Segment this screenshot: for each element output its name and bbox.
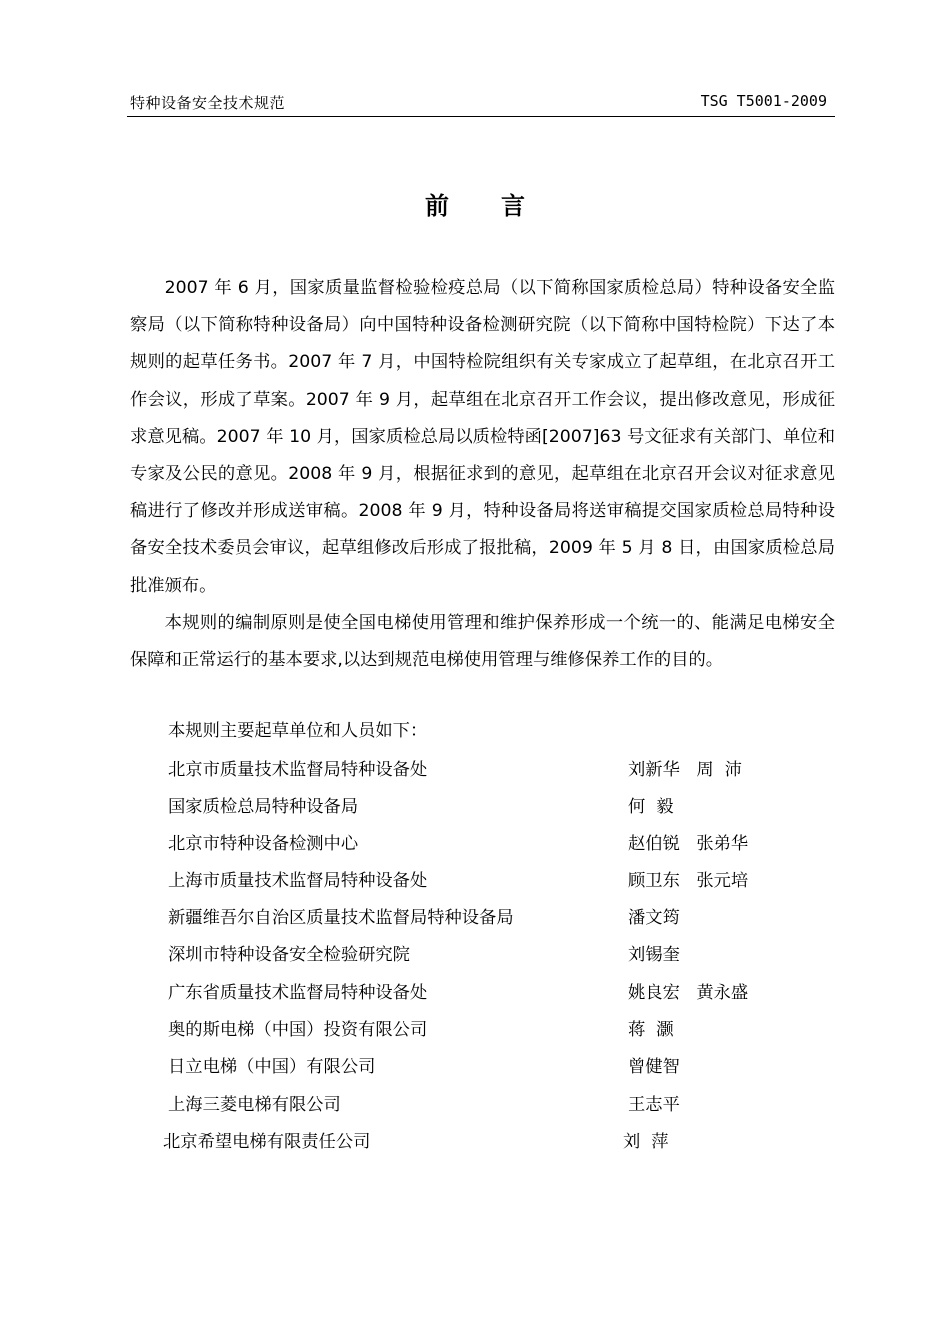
drafter-unit: 新疆维吾尔自治区质量技术监督局特种设备局 <box>168 908 514 928</box>
drafter-row <box>0 1052 950 1082</box>
drafter-unit: 日立电梯（中国）有限公司 <box>168 1057 376 1077</box>
preface-paragraph-history: 2007 年 6 月，国家质量监督检验检疫总局（以下简称国家质检总局）特种设备安全监察局（以下简称特种设备局）向中国特种设备检测研究院（以下简称中国特检院）下达了本规则的起草任务书。2007 年 7 月，中国特检院组织有关专家成立了起草组，在北京召开工作会议，形成了草案。2007 年 9 月，起草组在北京召开工作会议，提出修改意见，形成征求意见稿。2007 年 10 月，国家质检总局以质检特函[2007]63 号文征求有关部门、单位和专家及公民的意见。2008 年 9 月，根据征求到的意见，起草组在北京召开会议对征求意见稿进行了修改并形成送审稿。2008 年 9 月，特种设备局将送审稿提交国家质检总局特种设备安全技术委员会审议，起草组修改后形成了报批稿，2009 年 5 月 8 日，由国家质检总局批准颁布。 <box>130 278 835 596</box>
drafter-unit: 奥的斯电梯（中国）投资有限公司 <box>168 1020 428 1040</box>
drafter-people: 赵伯锐 张弟华 <box>628 834 749 854</box>
drafter-people: 曾健智 <box>628 1057 680 1077</box>
preface-body <box>130 270 835 679</box>
drafter-people: 刘 萍 <box>623 1132 669 1152</box>
drafter-people: 姚良宏 黄永盛 <box>628 983 749 1003</box>
drafter-people: 刘锡奎 <box>628 945 680 965</box>
drafter-unit: 广东省质量技术监督局特种设备处 <box>168 983 428 1003</box>
drafter-people: 刘新华 周 沛 <box>628 760 742 780</box>
drafter-unit: 北京市质量技术监督局特种设备处 <box>168 760 428 780</box>
drafter-people: 何 毅 <box>628 797 674 817</box>
drafter-row <box>0 1015 950 1045</box>
drafter-unit: 深圳市特种设备安全检验研究院 <box>168 945 410 965</box>
header-spec-category: 特种设备安全技术规范 <box>130 94 286 112</box>
header-standard-number: TSG T5001-2009 <box>700 92 827 110</box>
drafter-row <box>0 866 950 896</box>
drafter-row <box>0 755 950 785</box>
drafter-row <box>0 978 950 1008</box>
drafter-row <box>0 792 950 822</box>
page-header <box>127 88 835 117</box>
page-title: 前言 <box>425 192 577 220</box>
drafter-people: 潘文筠 <box>628 908 680 928</box>
drafter-unit: 国家质检总局特种设备局 <box>168 797 359 817</box>
drafter-row <box>0 1090 950 1120</box>
drafter-unit: 北京市特种设备检测中心 <box>168 834 359 854</box>
drafter-row <box>0 940 950 970</box>
drafter-people: 王志平 <box>628 1095 680 1115</box>
drafter-unit: 上海三菱电梯有限公司 <box>168 1095 341 1115</box>
drafter-unit: 北京希望电梯有限责任公司 <box>163 1132 371 1152</box>
drafter-row <box>0 903 950 933</box>
preface-paragraph-principle: 本规则的编制原则是使全国电梯使用管理和维护保养形成一个统一的、能满足电梯安全保障和正常运行的基本要求,以达到规范电梯使用管理与维修保养工作的目的。 <box>130 612 835 671</box>
drafter-people: 蒋 灏 <box>628 1020 674 1040</box>
drafter-row <box>0 1127 950 1157</box>
drafters-intro: 本规则主要起草单位和人员如下： <box>168 721 428 741</box>
drafter-unit: 上海市质量技术监督局特种设备处 <box>168 871 428 891</box>
drafter-row <box>0 829 950 859</box>
drafter-people: 顾卫东 张元培 <box>628 871 749 891</box>
